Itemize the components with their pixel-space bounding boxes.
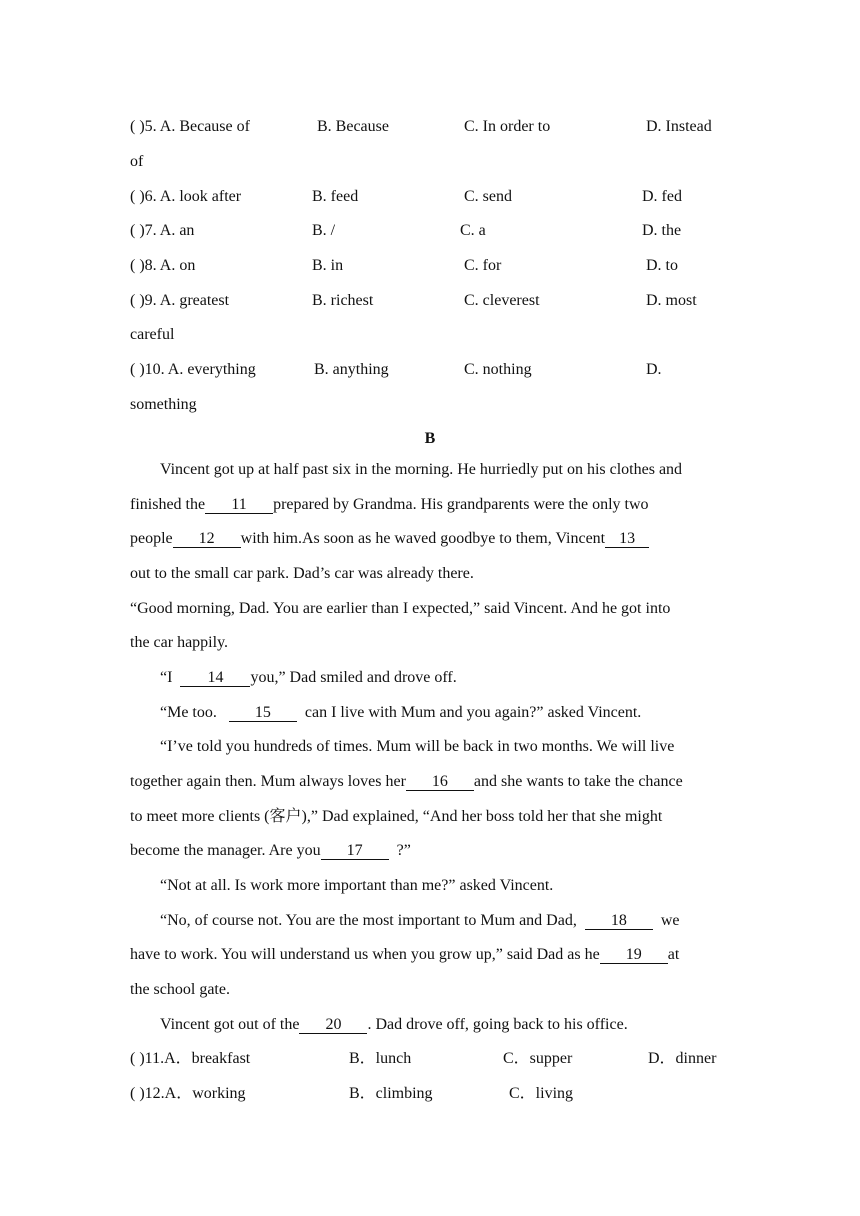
passage-text: Vincent got out of the bbox=[160, 1016, 300, 1033]
question-5-stem: ( )5. A. Because of bbox=[130, 118, 250, 135]
passage-text: . Dad drove off, going back to his office. bbox=[367, 1016, 628, 1033]
passage-line: “Good morning, Dad. You are earlier than I expected,” said Vincent. And he got into bbox=[130, 600, 671, 617]
blank-17: 17 bbox=[321, 842, 389, 860]
question-5-option-b: B. Because bbox=[317, 118, 389, 135]
question-6-stem: ( )6. A. look after bbox=[130, 188, 242, 205]
passage-text: ?” bbox=[396, 842, 411, 859]
question-10-stem: ( )10. A. everything bbox=[130, 361, 256, 378]
question-11-option-d: D．dinner bbox=[648, 1050, 717, 1067]
question-9-option-c: C. cleverest bbox=[464, 292, 540, 309]
passage-line bbox=[160, 668, 457, 688]
question-8-option-d: D. to bbox=[646, 257, 678, 274]
section-b-title: B bbox=[424, 430, 436, 447]
passage-text: at bbox=[667, 946, 680, 963]
passage-line bbox=[160, 911, 679, 931]
passage-line: out to the small car park. Dad’s car was already there. bbox=[130, 565, 474, 582]
passage-text: can I live with Mum and you again?” asked Vincent. bbox=[304, 704, 642, 721]
passage-text: and she wants to take the chance bbox=[473, 773, 683, 790]
passage-line bbox=[130, 495, 649, 515]
passage-line bbox=[130, 772, 683, 792]
passage-text: finished the bbox=[130, 496, 206, 513]
passage-text: “I bbox=[160, 669, 173, 686]
passage-line: “I’ve told you hundreds of times. Mum will be back in two months. We will live bbox=[160, 738, 675, 755]
passage-text: we bbox=[660, 912, 680, 929]
blank-18: 18 bbox=[585, 912, 653, 930]
question-6-option-d: D. fed bbox=[642, 188, 682, 205]
question-12-stem: ( )12.A．working bbox=[130, 1085, 246, 1102]
passage-text: “Me too. bbox=[160, 704, 217, 721]
question-7-stem: ( )7. A. an bbox=[130, 222, 195, 239]
passage-text: with him.As soon as he waved goodbye to them, Vincent bbox=[240, 530, 606, 547]
question-6-option-c: C. send bbox=[464, 188, 512, 205]
question-10-option-d: D. bbox=[646, 361, 662, 378]
question-5-option-d: D. Instead bbox=[646, 118, 712, 135]
blank-13: 13 bbox=[605, 530, 649, 548]
question-8-stem: ( )8. A. on bbox=[130, 257, 196, 274]
question-11-option-c: C．supper bbox=[503, 1050, 573, 1067]
question-5-option-c: C. In order to bbox=[464, 118, 551, 135]
passage-text: you,” Dad smiled and drove off. bbox=[250, 669, 457, 686]
question-10-wrap: something bbox=[130, 396, 197, 413]
passage-text: together again then. Mum always loves her bbox=[130, 773, 406, 790]
blank-12: 12 bbox=[173, 530, 241, 548]
question-11-option-b: B．lunch bbox=[349, 1050, 412, 1067]
blank-15: 15 bbox=[229, 704, 297, 722]
passage-line: to meet more clients (客户),” Dad explained, “And her boss told her that she might bbox=[130, 808, 663, 825]
passage-text: people bbox=[130, 530, 173, 547]
passage-text: have to work. You will understand us when you grow up,” said Dad as he bbox=[130, 946, 600, 963]
question-9-wrap: careful bbox=[130, 326, 175, 343]
passage-line: Vincent got up at half past six in the morning. He hurriedly put on his clothes and bbox=[160, 461, 683, 478]
blank-19: 19 bbox=[600, 946, 668, 964]
passage-text: prepared by Grandma. His grandparents were the only two bbox=[273, 496, 649, 513]
passage-line bbox=[130, 841, 411, 861]
question-8-option-b: B. in bbox=[312, 257, 344, 274]
blank-20: 20 bbox=[299, 1016, 367, 1034]
question-12-option-b: B．climbing bbox=[349, 1085, 433, 1102]
question-6-option-b: B. feed bbox=[312, 188, 359, 205]
question-8-option-c: C. for bbox=[464, 257, 502, 274]
passage-line: “Not at all. Is work more important than me?” asked Vincent. bbox=[160, 877, 554, 894]
passage-line: the school gate. bbox=[130, 981, 230, 998]
question-9-stem: ( )9. A. greatest bbox=[130, 292, 230, 309]
blank-16: 16 bbox=[406, 773, 474, 791]
passage-text: “No, of course not. You are the most important to Mum and Dad, bbox=[160, 912, 577, 929]
question-5-wrap: of bbox=[130, 153, 144, 170]
passage-line: the car happily. bbox=[130, 634, 229, 651]
passage-line bbox=[130, 529, 649, 549]
question-7-option-d: D. the bbox=[642, 222, 682, 239]
blank-11: 11 bbox=[205, 496, 273, 514]
question-9-option-b: B. richest bbox=[312, 292, 374, 309]
question-9-option-d: D. most bbox=[646, 292, 697, 309]
passage-line bbox=[160, 1015, 628, 1035]
question-7-option-b: B. / bbox=[312, 222, 336, 239]
passage-text: become the manager. Are you bbox=[130, 842, 321, 859]
blank-14: 14 bbox=[180, 669, 250, 687]
question-12-option-c: C．living bbox=[509, 1085, 574, 1102]
question-10-option-c: C. nothing bbox=[464, 361, 532, 378]
question-7-option-c: C. a bbox=[460, 222, 486, 239]
question-11-stem: ( )11.A．breakfast bbox=[130, 1050, 251, 1067]
passage-line bbox=[160, 703, 641, 723]
question-10-option-b: B. anything bbox=[314, 361, 389, 378]
passage-line bbox=[130, 945, 679, 965]
